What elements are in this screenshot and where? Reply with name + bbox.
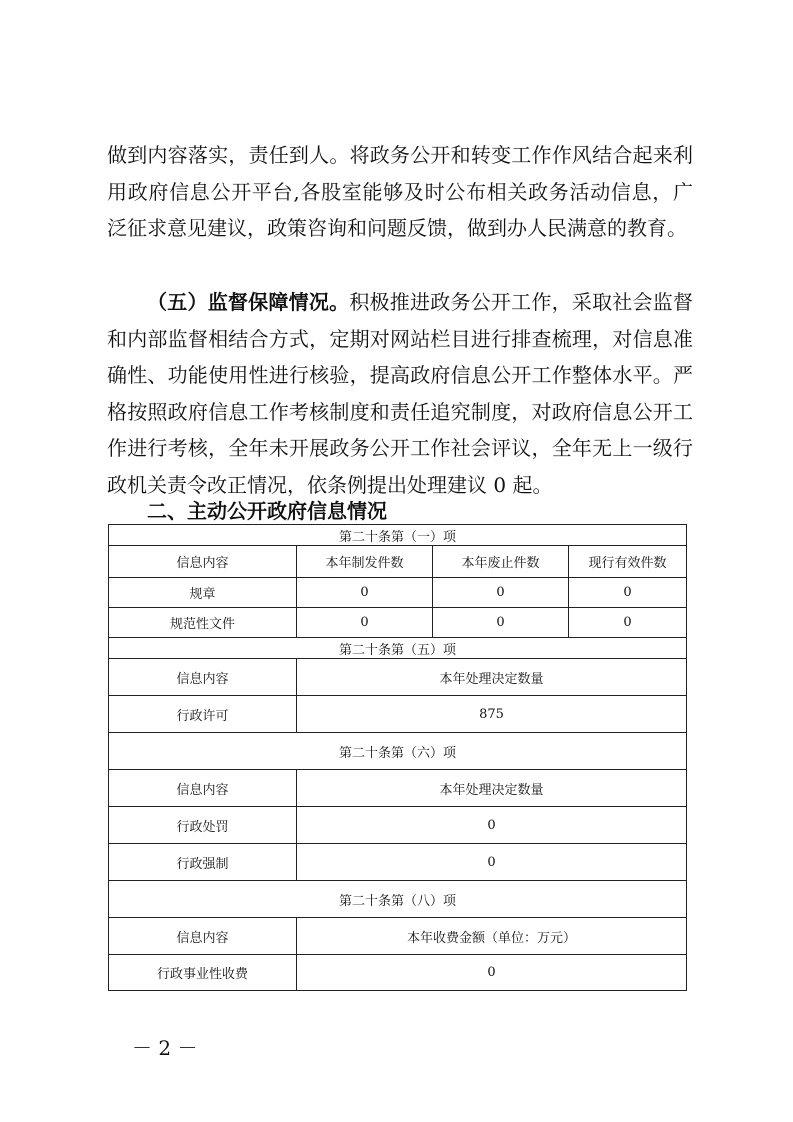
table-header-cell: 信息内容 bbox=[109, 918, 297, 955]
table-cell: 0 bbox=[433, 578, 569, 608]
table-cell: 0 bbox=[297, 844, 687, 881]
table-cell: 0 bbox=[297, 608, 433, 638]
table-section-title-row bbox=[109, 881, 687, 918]
table-cell: 0 bbox=[433, 608, 569, 638]
table-section-title: 第二十条第（八）项 bbox=[109, 881, 687, 918]
table-header-cell: 本年收费金额（单位：万元） bbox=[297, 918, 687, 955]
table-header-row bbox=[109, 659, 687, 696]
table-header-cell: 信息内容 bbox=[109, 546, 297, 578]
table-header-cell: 现行有效件数 bbox=[569, 546, 687, 578]
table-header-row bbox=[109, 770, 687, 807]
paragraph-supervision bbox=[107, 284, 693, 504]
table-section-title-row bbox=[109, 733, 687, 770]
table-header-cell: 信息内容 bbox=[109, 659, 297, 696]
table-cell: 行政处罚 bbox=[109, 807, 297, 844]
table-row bbox=[109, 578, 687, 608]
table-row bbox=[109, 807, 687, 844]
table-header-row bbox=[109, 546, 687, 578]
table-header-cell: 本年废止件数 bbox=[433, 546, 569, 578]
page-number: － 2 － bbox=[132, 1036, 198, 1060]
table-header-cell: 本年处理决定数量 bbox=[297, 770, 687, 807]
table-section-title-row bbox=[109, 638, 687, 659]
table-header-cell: 本年制发件数 bbox=[297, 546, 433, 578]
table-cell: 行政强制 bbox=[109, 844, 297, 881]
table-row bbox=[109, 608, 687, 638]
paragraph-supervision-heading: （五）监督保障情况。 bbox=[147, 290, 350, 314]
table-cell: 行政事业性收费 bbox=[109, 955, 297, 991]
table-cell: 0 bbox=[297, 807, 687, 844]
table-cell: 规范性文件 bbox=[109, 608, 297, 638]
table-section-title: 第二十条第（六）项 bbox=[109, 733, 687, 770]
table-section-title: 第二十条第（五）项 bbox=[109, 638, 687, 659]
table-cell: 行政许可 bbox=[109, 696, 297, 733]
table-header-row bbox=[109, 918, 687, 955]
table-row bbox=[109, 696, 687, 733]
table-section-title-row bbox=[109, 525, 687, 546]
section-heading: 二、主动公开政府信息情况 bbox=[147, 499, 387, 523]
table-header-cell: 本年处理决定数量 bbox=[297, 659, 687, 696]
table-cell: 规章 bbox=[109, 578, 297, 608]
table-cell: 0 bbox=[569, 578, 687, 608]
paragraph-supervision-body: 积极推进政务公开工作，采取社会监督和内部监督相结合方式，定期对网站栏目进行排查梳理，对信息准确性、功能使用性进行核验，提高政府信息公开工作整体水平。严格按照政府信息工作考核制度和责任追究制度，对政府信息公开工作进行考核，全年未开展政务公开工作社会评议，全年无上一级行政机关责令改正情况，依条例提出处理建议 0 起。 bbox=[107, 290, 694, 497]
table-cell: 0 bbox=[569, 608, 687, 638]
table-row bbox=[109, 844, 687, 881]
table-header-cell: 信息内容 bbox=[109, 770, 297, 807]
disclosure-table bbox=[108, 524, 687, 991]
table-cell: 0 bbox=[297, 578, 433, 608]
table-row bbox=[109, 955, 687, 991]
table-cell: 0 bbox=[297, 955, 687, 991]
table-cell: 875 bbox=[297, 696, 687, 733]
paragraph-work-style: 做到内容落实，责任到人。将政务公开和转变工作作风结合起来利用政府信息公开平台,各股室能够及时公布相关政务活动信息，广泛征求意见建议，政策咨询和问题反馈，做到办人民满意的教育。 bbox=[107, 143, 693, 241]
table-section-title: 第二十条第（一）项 bbox=[109, 525, 687, 546]
